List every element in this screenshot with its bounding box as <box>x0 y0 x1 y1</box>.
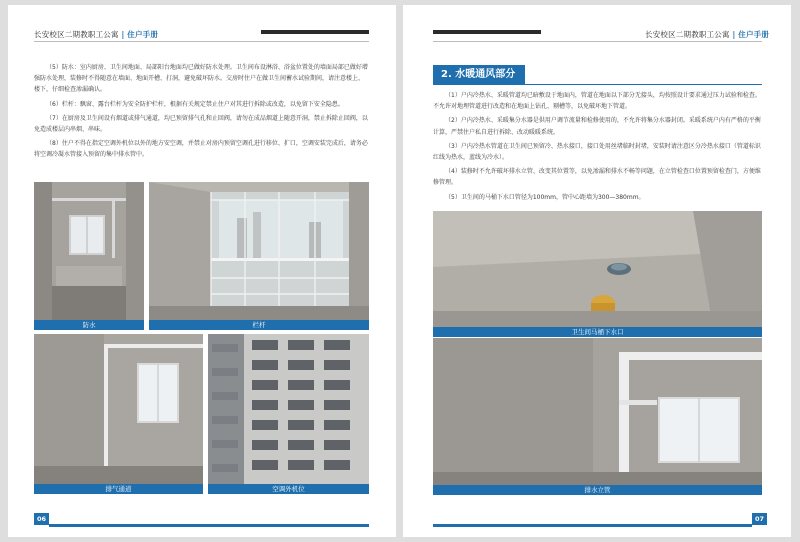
caption-drain-riser <box>433 485 762 495</box>
caption-exhaust <box>34 484 203 494</box>
page-number: 07 <box>752 513 767 525</box>
paragraph-exhaust: （7）在厨房及卫生间设有烟道或排气通道，均已预留排气孔和止回阀，请勿在成品烟道上随意开洞，禁止拆除止回阀，以免造成楼层内串烟、串味。 <box>34 114 368 134</box>
paragraph-drain-riser: （4）装修时不允许破坏排水立管、改变其位置等，以免渗漏和排水不畅等问题，在立管检查口位置预留检查门，方便维修管理。 <box>433 168 761 187</box>
header-rule <box>433 41 762 42</box>
paragraph-manifold: （2）户内冷热水、采暖集分水器是供用户调节流量和检修使用的，不允许将集分水器封闭。采暖系统户内有严格的平衡计算，严禁住户私自进行拆除、改动暖暖系统。 <box>433 117 761 136</box>
footer-rule <box>49 524 369 527</box>
section-title: 2. 水暖通风部分 <box>433 65 525 85</box>
header-title: 长安校区二期教职工公寓 <box>645 30 730 39</box>
body-text <box>34 62 368 164</box>
paragraph-connectors: （3）户内冷热水管道在卫生间已预留冷、热水接口，接口处用丝堵临时封堵，安装时请注意区分冷热水接口（管道标识红线为热水，蓝线为冷水）。 <box>433 142 761 162</box>
paragraph-toilet-drain: （5）卫生间的马桶下水口管径为100mm，管中心距墙为300—380mm。 <box>445 193 645 201</box>
photo-toilet-drain <box>433 211 762 327</box>
header-bar <box>261 30 369 34</box>
caption-toilet-drain <box>433 327 762 337</box>
photo-waterproof <box>34 182 144 320</box>
caption-waterproof <box>34 320 144 330</box>
caption-label: 防水 <box>82 321 96 329</box>
header-rule <box>34 41 369 42</box>
paragraph-ac: （8）住户不得在指定空调外机位以外的地方安空调，并禁止对房内预留空调孔进行移位、扩口，空调安装完成后，请务必将空调冷凝水管接入预留的集中排水管中。 <box>34 140 368 159</box>
body-text <box>433 90 762 206</box>
page-header <box>645 29 769 40</box>
paragraph-pipes: （1）户内冷热水、采暖管道均已暗敷设于地面内，管道在地面以下部分无接头，均按照设计要求通过压力试验和检查。不允许对地埋管道进行改造和在地面上钻孔、剔槽等，以免破坏地下管道。 <box>433 92 761 111</box>
caption-label: 空调外机位 <box>272 485 305 493</box>
page-number: 06 <box>34 513 49 525</box>
header-separator: | <box>729 30 739 39</box>
header-accent: 住户手册 <box>127 30 159 39</box>
right-page <box>403 5 791 537</box>
header-title: 长安校区二期教职工公寓 <box>34 30 119 39</box>
caption-label: 排气通道 <box>105 485 132 493</box>
caption-label: 卫生间马桶下水口 <box>571 328 624 336</box>
paragraph-railing: （6）栏杆：飘窗、露台栏杆为安全防护栏杆，根据有关规定禁止住户对其进行拆除或改造，以免留下安全隐患。 <box>46 100 344 108</box>
paragraph-waterproof: （5）防水：室内厨房、卫生间地面、局部阳台地面均已做好防水处理。卫生间布设淋浴、浴盆位置处的墙面局部已做好增强防水处理，装修时不得随意在墙面、地面开槽、打洞，避免破坏防水。交房时住户在做卫生间蓄水试验期间，请注意楼上、楼下，仔细检查渗漏确认。 <box>34 64 368 94</box>
section-rule <box>433 84 762 85</box>
left-page <box>8 5 396 537</box>
header-separator: | <box>118 30 128 39</box>
photo-drain-riser <box>433 338 762 485</box>
caption-label: 栏杆 <box>252 321 266 329</box>
photo-ac-units <box>208 334 369 484</box>
caption-railing <box>149 320 369 330</box>
caption-ac-units <box>208 484 369 494</box>
photo-railing <box>149 182 369 320</box>
footer-rule <box>433 524 752 527</box>
page-header <box>34 29 158 40</box>
caption-label: 排水立管 <box>584 486 611 494</box>
photo-exhaust <box>34 334 203 484</box>
header-accent: 住户手册 <box>738 30 770 39</box>
header-bar <box>433 30 541 34</box>
